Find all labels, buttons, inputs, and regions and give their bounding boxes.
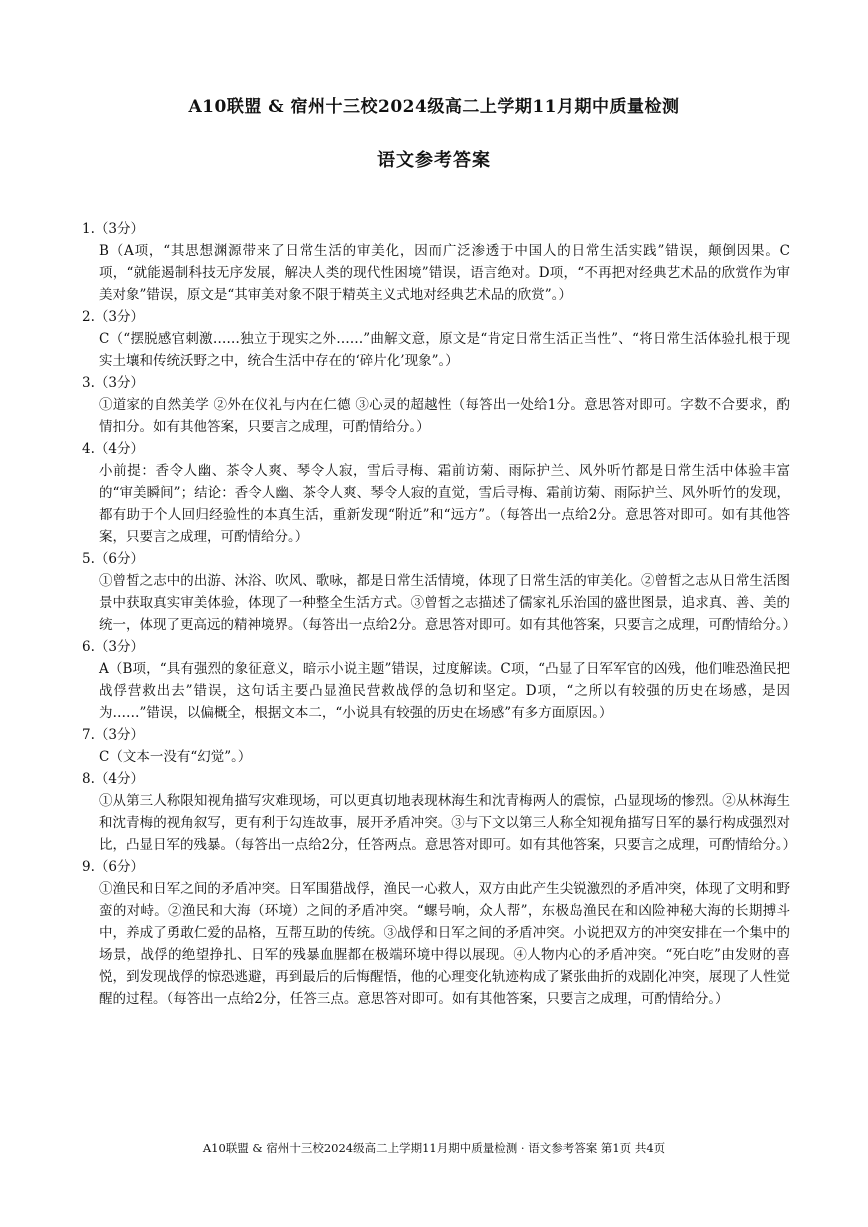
question-number: 8.（4分）: [82, 771, 144, 787]
question-number: 6.（3分）: [82, 639, 144, 655]
answer-list: [82, 218, 797, 1010]
answer-text: ①曾皙之志中的出游、沐浴、吹风、歌咏，都是日常生活情境，体现了日常生活的审美化。②曾皙之志从日常生活图景中获取真实审美体验，体现了一种整全生活方式。③曾皙之志描述了儒家礼乐治国的盛世图景，追求真、善、美的统一，体现了更高远的精神境界。（每答出一点给2分。意思答对即可。如有其他答案，只要言之成理，可酌情给分。）: [99, 573, 797, 633]
answer-text: ①从第三人称限知视角描写灾难现场，可以更真切地表现林海生和沈青梅两人的震惊，凸显现场的惨烈。②从林海生和沈青梅的视角叙写，更有利于勾连故事，展开矛盾冲突。③与下文以第三人称全知视角描写日军的暴行构成强烈对比，凸显日军的残暴。（每答出一点给2分，任答两点。意思答对即可。如有其他答案，只要言之成理，可酌情给分。）: [99, 793, 797, 853]
page-title: A10联盟 & 宿州十三校2024级高二上学期11月期中质量检测: [188, 97, 680, 117]
page-subtitle: 语文参考答案: [377, 150, 491, 171]
answer-text: B（A项，“其思想渊源带来了日常生活的审美化，因而广泛渗透于中国人的日常生活实践”错误，颠倒因果。C项，“就能遏制科技无序发展，解决人类的现代性困境”错误，语言绝对。D项，“不再把对经典艺术品的欣赏作为审美对象”错误，原文是“其审美对象不限于精英主义式地对经典艺术品的欣赏”。）: [99, 243, 790, 303]
answer-item-8: [82, 768, 797, 856]
answer-text: ①渔民和日军之间的矛盾冲突。日军围猎战俘，渔民一心救人，双方由此产生尖锐激烈的矛盾冲突，体现了文明和野蛮的对峙。②渔民和大海（环境）之间的矛盾冲突。“螺号响，众人帮”，东极岛渔民在和凶险神秘大海的长期搏斗中，养成了勇敢仁爱的品格，互帮互助的传统。③战俘和日军之间的矛盾冲突。小说把双方的冲突安排在一个集中的场景，战俘的绝望挣扎、日军的残暴血腥都在极端环境中得以展现。④人物内心的矛盾冲突。“死白吃”由发财的喜悦，到发现战俘的惊恐逃避，再到最后的后悔醒悟，他的心理变化轨迹构成了紧张曲折的戏剧化冲突，展现了人性觉醒的过程。（每答出一点给2分，任答三点。意思答对即可。如有其他答案，只要言之成理，可酌情给分。）: [99, 881, 790, 1007]
question-number: 4.（4分）: [82, 441, 144, 457]
question-number: 5.（6分）: [82, 551, 144, 567]
answer-item-7: [82, 724, 790, 768]
question-number: 2.（3分）: [82, 309, 144, 325]
answer-text: 小前提：香令人幽、茶令人爽、琴令人寂，雪后寻梅、霜前访菊、雨际护兰、风外听竹都是日常生活中体验丰富的“审美瞬间”；结论：香令人幽、茶令人爽、琴令人寂的直觉，雪后寻梅、霜前访菊、雨际护兰、风外听竹的发现，都有助于个人回归经验性的本真生活，重新发现“附近”和“远方”。（每答出一点给2分。意思答对即可。如有其他答案，只要言之成理，可酌情给分。）: [99, 463, 790, 545]
page-footer: A10联盟 & 宿州十三校2024级高二上学期11月期中质量检测 · 语文参考答案 第1页 共4页: [202, 1141, 666, 1155]
answer-text: ①道家的自然美学 ②外在仪礼与内在仁德 ③心灵的超越性（每答出一处给1分。意思答对即可。字数不合要求，酌情扣分。如有其他答案，只要言之成理，可酌情给分。）: [99, 397, 790, 435]
answer-item-2: [82, 306, 790, 372]
answer-item-4: [82, 438, 790, 548]
answer-text: C（文本一没有“幻觉”。）: [99, 749, 252, 765]
question-number: 9.（6分）: [82, 859, 144, 875]
question-number: 3.（3分）: [82, 375, 144, 391]
answer-text: C（“摆脱感官刺激……独立于现实之外……”曲解文意，原文是“肯定日常生活正当性”、“将日常生活体验扎根于现实土壤和传统沃野之中，统合生活中存在的‘碎片化’现象”。）: [99, 331, 790, 369]
answer-item-9: [82, 856, 790, 1010]
answer-text: A（B项，“具有强烈的象征意义，暗示小说主题”错误，过度解读。C项，“凸显了日军军官的凶残，他们唯恐渔民把战俘营救出去”错误，这句话主要凸显渔民营救战俘的急切和坚定。D项，“之所以有较强的历史在场感，是因为……”错误，以偏概全，根据文本二，“小说具有较强的历史在场感”有多方面原因。）: [99, 661, 790, 721]
answer-item-1: [82, 218, 790, 306]
question-number: 7.（3分）: [82, 727, 144, 743]
answer-item-3: [82, 372, 790, 438]
answer-item-5: [82, 548, 797, 636]
answer-item-6: [82, 636, 790, 724]
question-number: 1.（3分）: [82, 221, 144, 237]
